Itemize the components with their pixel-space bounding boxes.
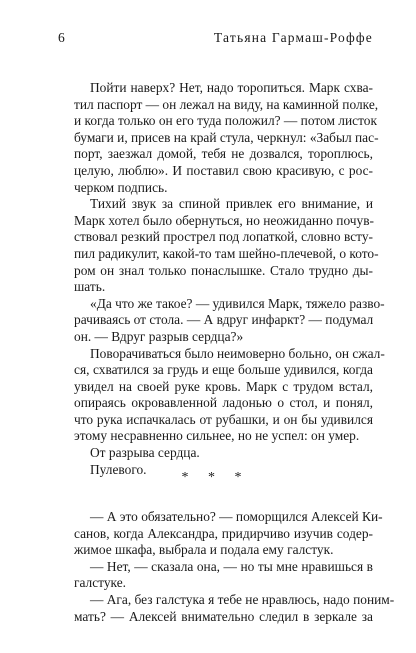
paragraph [58, 295, 385, 346]
text-line: этому несравненно сильнее, но не успел: он умер. [74, 428, 360, 444]
text-line: и когда только он его туда положил? — потом листок [74, 113, 377, 129]
paragraph [58, 445, 373, 462]
text-section-1 [58, 80, 385, 478]
text-line: увидел на своей руке кровь. Марк с трудом встал, [74, 378, 373, 394]
text-line: тил паспорт — он лежал на виду, на каминной полке, [74, 96, 379, 112]
text-line: Тихий звук за спиной привлек его внимание, и [90, 196, 373, 212]
text-line: он. — Вдруг разрыв сердца?» [74, 328, 244, 344]
text-line: опираясь окровавленной ладонью о стол, и понял, [74, 395, 373, 411]
text-line: Марк хотел было обернуться, но неожиданно почув- [74, 212, 375, 228]
text-line: санов, когда Александра, придирчиво изучив содер- [74, 525, 373, 541]
paragraph [58, 345, 385, 446]
text-section-2 [58, 509, 395, 625]
text-line: — А это обязательно? — поморщился Алексей Ки- [90, 509, 383, 524]
text-line: — Ага, без галстука я тебе не нравлюсь, надо поним- [90, 591, 395, 607]
paragraph [58, 559, 373, 592]
text-line: От разрыва сердца. [90, 445, 200, 461]
text-line: шать. [74, 279, 106, 295]
text-line: мать? — Алексей внимательно следил в зеркале за [74, 608, 373, 624]
text-line: черком подпись. [74, 179, 168, 195]
text-line: пил радикулит, какой-то там шейно-плечевой, о кото- [74, 245, 379, 261]
paragraph [58, 80, 379, 196]
text-line: ствовал резкий прострел под лопаткой, словно всту- [74, 229, 373, 245]
text-line: что рука испачкалась от рубашки, и он бы удивился [74, 411, 373, 427]
text-line: галстуке. [74, 575, 127, 591]
paragraph [58, 509, 383, 559]
text-line: «Да что же такое? — удивился Марк, тяжело разво- [90, 295, 385, 311]
text-line: порт, заезжал домой, тебя не дозвался, тороплюсь, [74, 146, 373, 162]
running-title: Татьяна Гармаш-Роффе [213, 30, 373, 45]
text-line: жимое шкафа, выбрала и подала ему галстук. [74, 542, 334, 558]
text-line: — Нет, — сказала она, — но ты мне нравишься в [90, 558, 373, 574]
text-line: ся, схватился за грудь и еще больше удивился, когда [74, 362, 373, 378]
paragraph [58, 196, 379, 296]
page-number: 6 [58, 30, 65, 45]
text-line: целую, люблю». И поставил свою красивую, с рос- [74, 162, 373, 178]
section-separator: * * * [181, 470, 250, 485]
text-line: Пулевого. [90, 461, 147, 477]
paragraph [58, 591, 395, 625]
text-line: бумаги и, присев на край стула, черкнул: «Забыл пас- [74, 129, 379, 145]
text-line: ром он знал только понаслышке. Стало трудно ды- [74, 262, 373, 278]
text-line: Пойти наверх? Нет, надо торопиться. Марк схва- [90, 80, 373, 95]
text-line: Поворачиваться было неимоверно больно, он сжал- [90, 345, 385, 361]
text-line: рачиваясь от стола. — А вдруг инфаркт? — подумал [74, 312, 374, 328]
